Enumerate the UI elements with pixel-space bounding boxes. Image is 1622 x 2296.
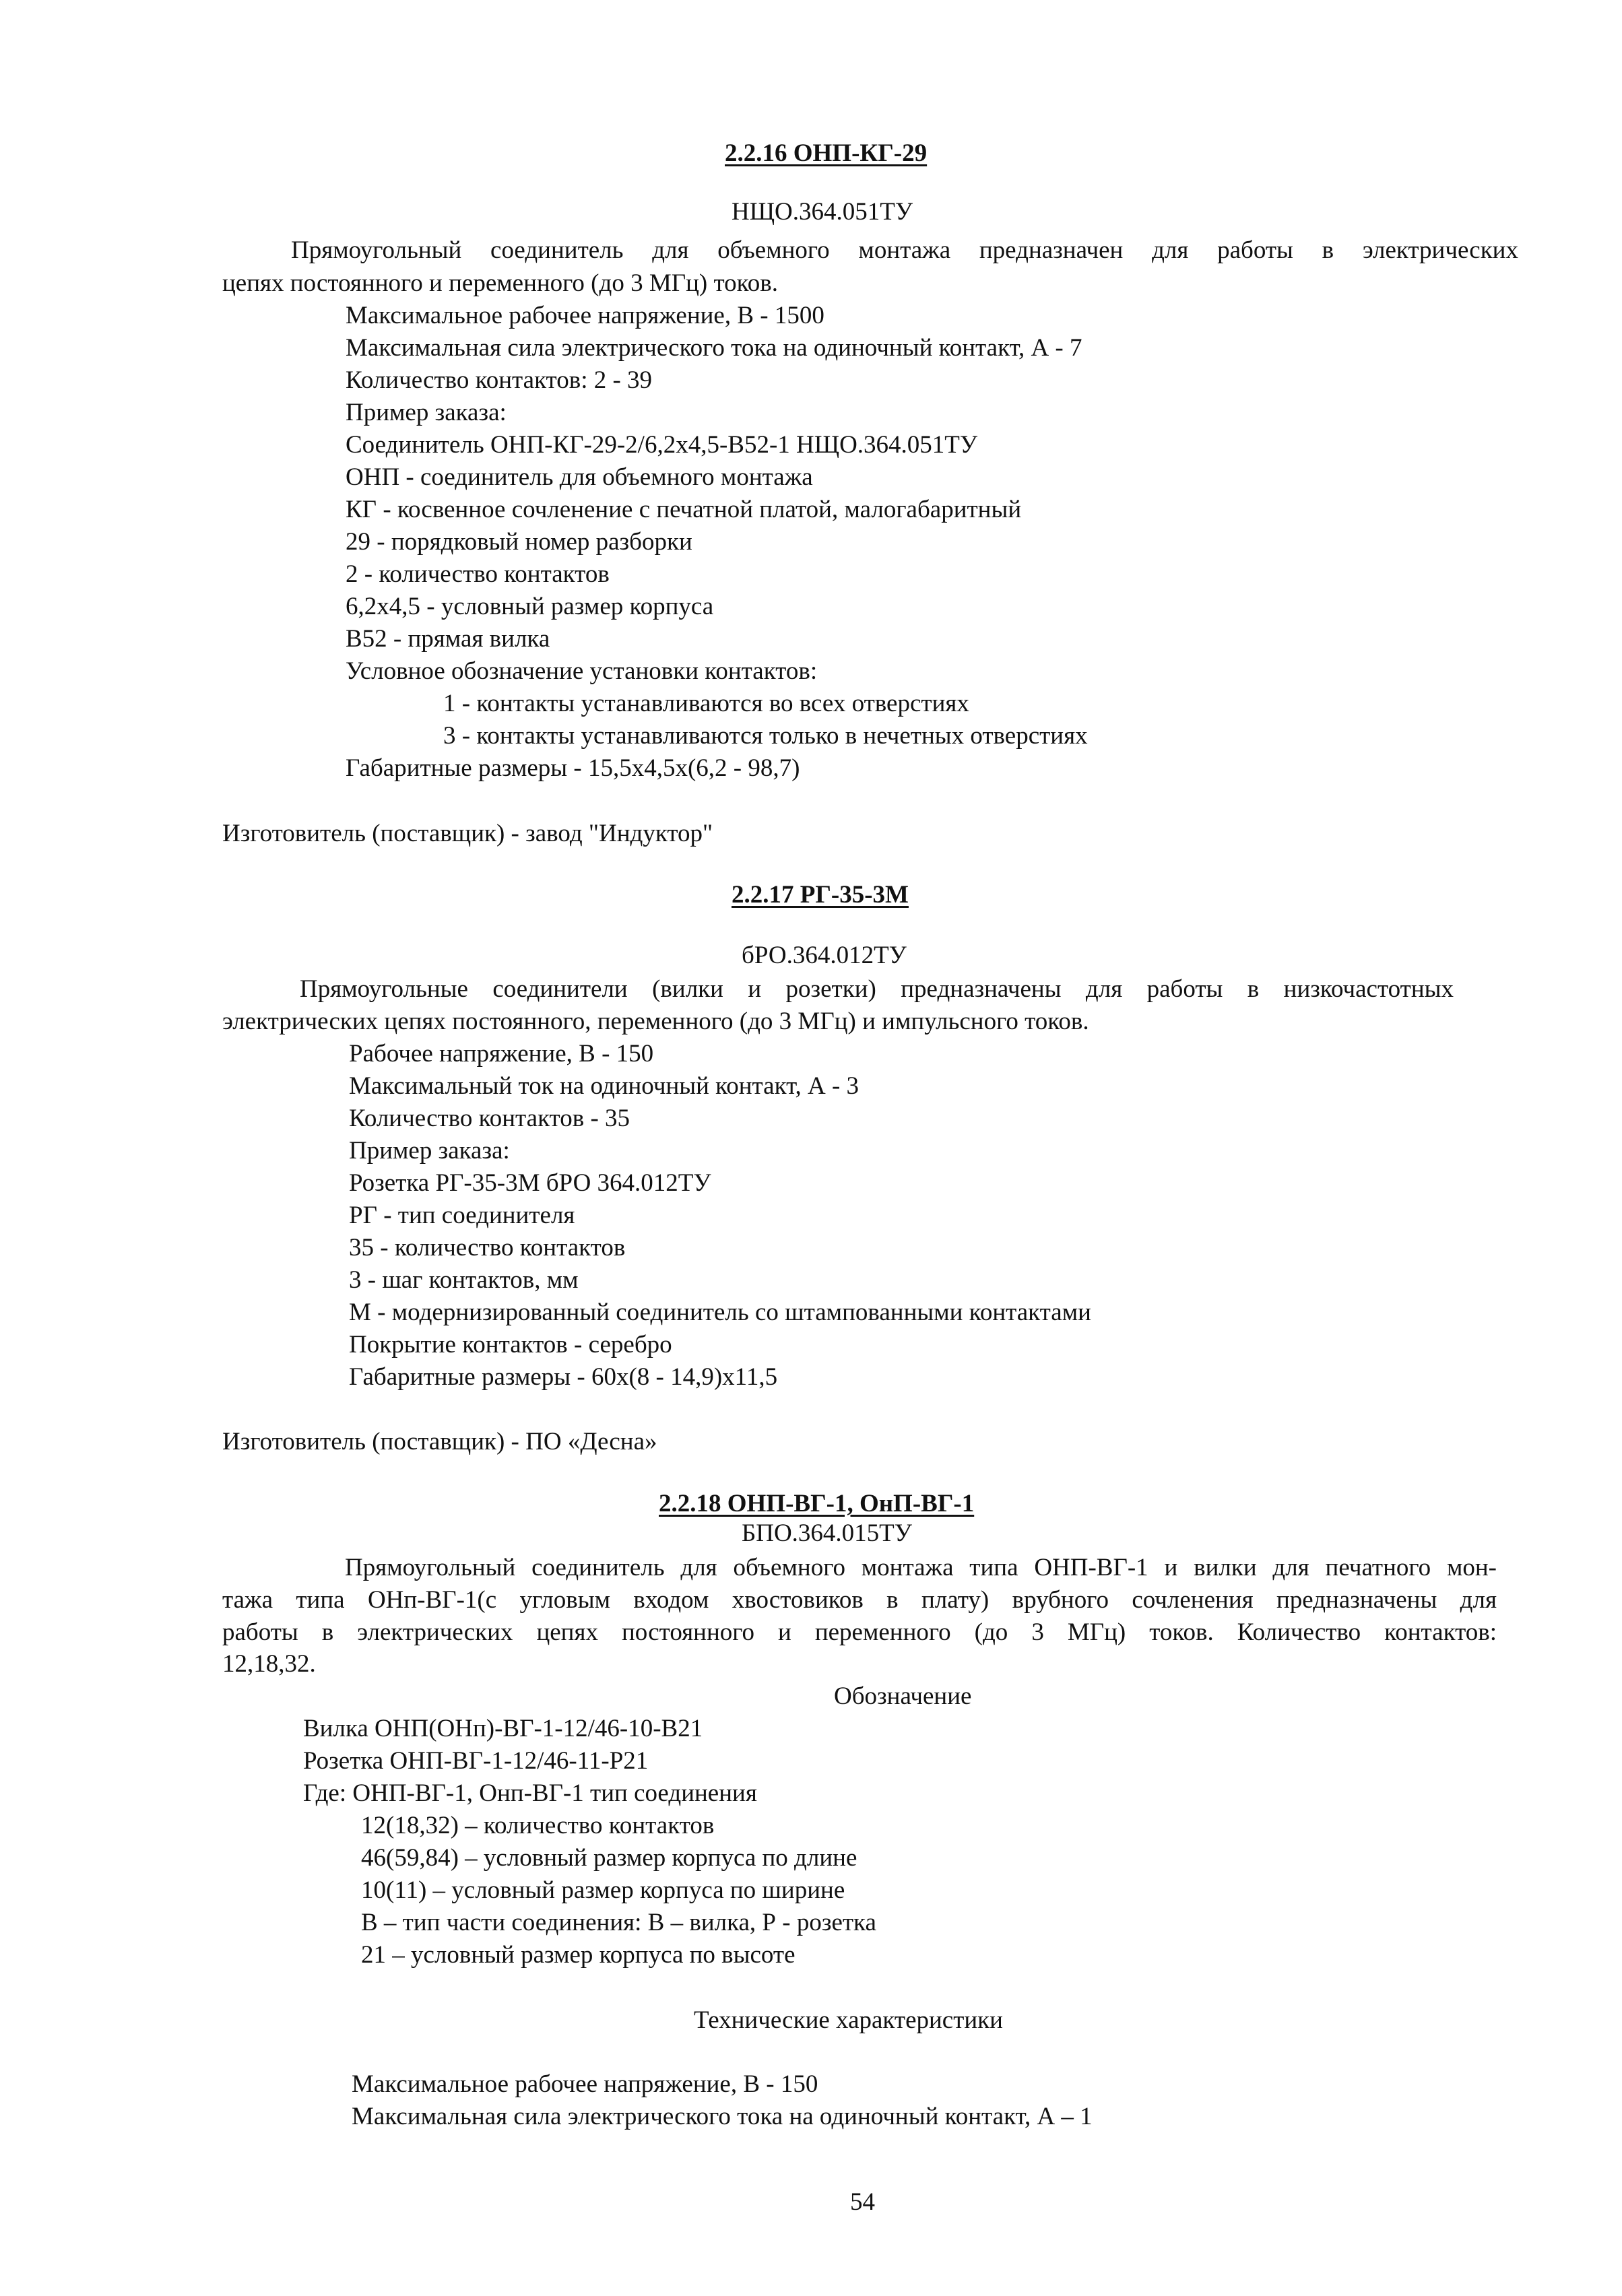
spec-line: Условное обозначение установки контактов:	[346, 657, 818, 685]
spec-line: 6,2х4,5 - условный размер корпуса	[346, 593, 714, 620]
spec-line: Розетка РГ-35-3М бРО 364.012ТУ	[349, 1169, 711, 1197]
designation-line: Где: ОНП-ВГ-1, Онп-ВГ-1 тип соединения	[303, 1779, 757, 1807]
section-heading-2-2-17: 2.2.17 РГ-35-3М	[732, 881, 909, 909]
designation-subline: 10(11) – условный размер корпуса по ширине	[361, 1876, 845, 1904]
paragraph-line: тажа типа ОНп-ВГ-1(с угловым входом хвостовиков в плату) врубного сочленения предназначены для	[222, 1586, 1497, 1614]
spec-line: 2 - количество контактов	[346, 560, 610, 588]
spec-code: НЩО.364.051ТУ	[732, 198, 913, 226]
section-heading-2-2-18: 2.2.18 ОНП-ВГ-1, ОнП-ВГ-1	[659, 1490, 975, 1517]
spec-subline: 1 - контакты устанавливаются во всех отверстиях	[443, 690, 969, 717]
spec-line: Габаритные размеры - 60х(8 - 14,9)х11,5	[349, 1363, 778, 1391]
spec-line: Покрытие контактов - серебро	[349, 1331, 672, 1358]
spec-line: В52 - прямая вилка	[346, 625, 550, 653]
designation-subline: В – тип части соединения: В – вилка, Р - розетка	[361, 1909, 876, 1936]
spec-code: БПО.364.015ТУ	[742, 1519, 912, 1547]
intro-line: электрических цепях постоянного, переменного (до 3 МГц) и импульсного токов.	[222, 1008, 1089, 1035]
tech-line: Максимальная сила электрического тока на одиночный контакт, А – 1	[352, 2103, 1093, 2130]
spec-line: Количество контактов: 2 - 39	[346, 366, 653, 394]
spec-line: М - модернизированный соединитель со штампованными контактами	[349, 1299, 1091, 1326]
spec-code: бРО.364.012ТУ	[742, 942, 907, 969]
section-heading-2-2-16: 2.2.16 ОНП-КГ-29	[725, 139, 928, 167]
spec-line: Максимальная сила электрического тока на одиночный контакт, А - 7	[346, 334, 1082, 362]
spec-line: Рабочее напряжение, В - 150	[349, 1040, 654, 1068]
spec-line: 35 - количество контактов	[349, 1234, 626, 1261]
manufacturer-line: Изготовитель (поставщик) - ПО «Десна»	[222, 1428, 657, 1455]
spec-line: РГ - тип соединителя	[349, 1202, 575, 1229]
intro-line: цепях постоянного и переменного (до 3 МГц) токов.	[222, 269, 778, 297]
spec-line: Максимальное рабочее напряжение, В - 1500	[346, 302, 824, 329]
paragraph-line: работы в электрических цепях постоянного и переменного (до 3 МГц) токов. Количество контактов:	[222, 1618, 1497, 1646]
designation-subline: 12(18,32) – количество контактов	[361, 1812, 715, 1839]
manufacturer-line: Изготовитель (поставщик) - завод "Индуктор"	[222, 820, 713, 847]
designation-title: Обозначение	[834, 1682, 972, 1710]
designation-subline: 46(59,84) – условный размер корпуса по длине	[361, 1844, 857, 1872]
page-number: 54	[850, 2188, 875, 2216]
designation-subline: 21 – условный размер корпуса по высоте	[361, 1941, 796, 1969]
paragraph-line: Прямоугольный соединитель для объемного монтажа типа ОНП-ВГ-1 и вилки для печатного мон-	[345, 1554, 1497, 1581]
designation-line: Вилка ОНП(ОНп)-ВГ-1-12/46-10-В21	[303, 1715, 703, 1742]
dimensions-line: Габаритные размеры - 15,5х4,5х(6,2 - 98,7)	[346, 754, 800, 782]
spec-line: Пример заказа:	[349, 1137, 510, 1165]
spec-line: 29 - порядковый номер разборки	[346, 528, 692, 556]
spec-line: КГ - косвенное сочленение с печатной платой, малогабаритный	[346, 496, 1022, 523]
spec-subline: 3 - контакты устанавливаются только в нечетных отверстиях	[443, 722, 1088, 750]
spec-line: Соединитель ОНП-КГ-29-2/6,2х4,5-В52-1 НЩО.364.051ТУ	[346, 431, 978, 459]
spec-line: Пример заказа:	[346, 399, 507, 426]
tech-line: Максимальное рабочее напряжение, В - 150	[352, 2070, 818, 2098]
spec-line: Количество контактов - 35	[349, 1105, 630, 1132]
designation-line: Розетка ОНП-ВГ-1-12/46-11-Р21	[303, 1747, 649, 1775]
paragraph-line: 12,18,32.	[222, 1650, 316, 1678]
spec-line: ОНП - соединитель для объемного монтажа	[346, 463, 813, 491]
tech-title: Технические характеристики	[694, 2006, 1003, 2034]
spec-line: 3 - шаг контактов, мм	[349, 1266, 579, 1294]
spec-line: Максимальный ток на одиночный контакт, А - 3	[349, 1072, 859, 1100]
intro-line: Прямоугольные соединители (вилки и розетки) предназначены для работы в низкочастотных	[300, 975, 1454, 1003]
intro-line: Прямоугольный соединитель для объемного монтажа предназначен для работы в электрических	[291, 236, 1518, 264]
